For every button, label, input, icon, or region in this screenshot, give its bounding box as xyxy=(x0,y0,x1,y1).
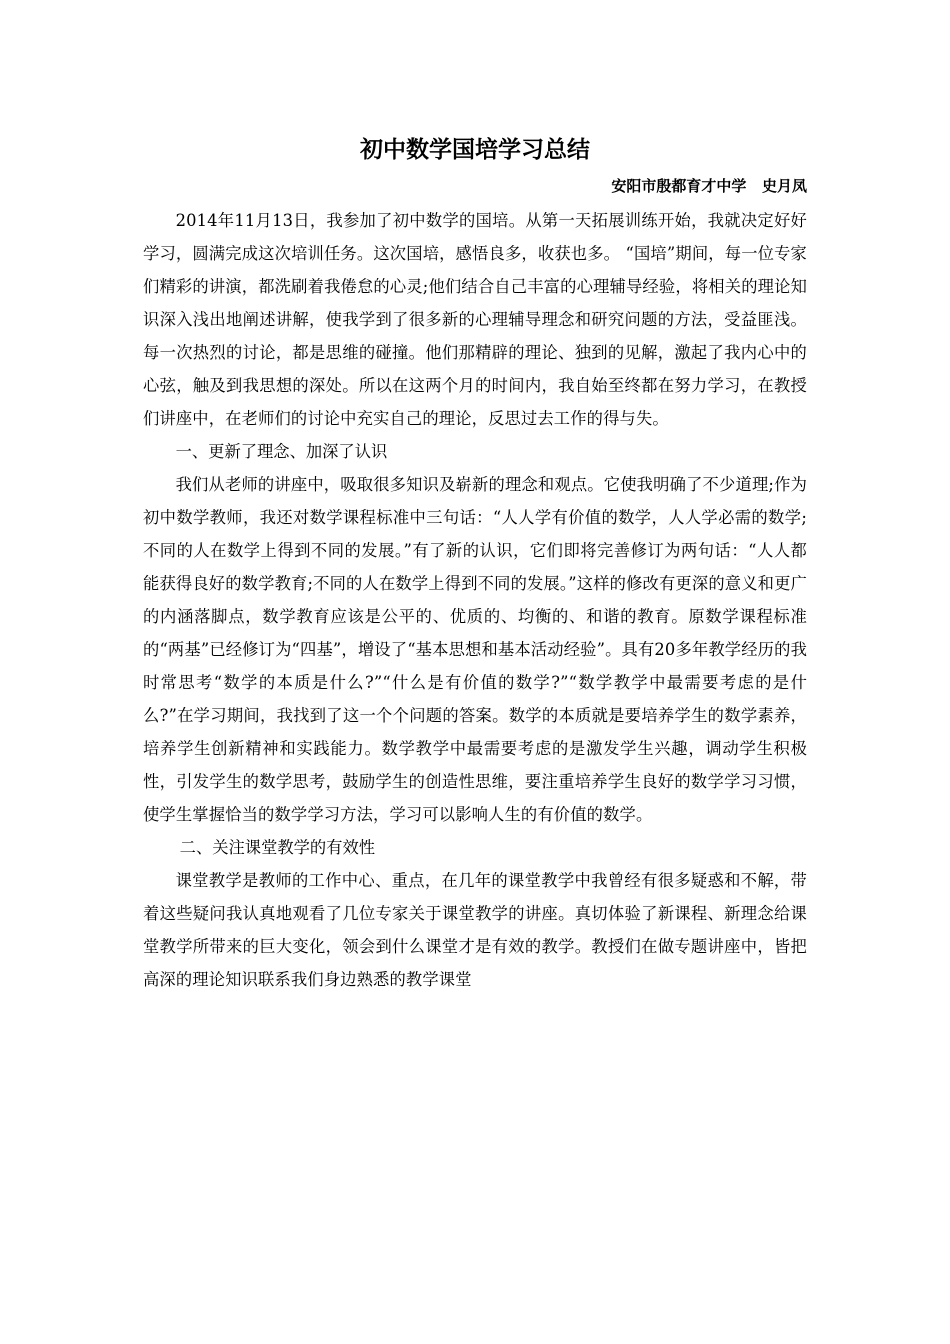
section-heading-1: 一、更新了理念、加深了认识 xyxy=(175,442,388,461)
author-line: 安阳市殷都育才中学 史月凤 xyxy=(611,177,807,195)
document-body xyxy=(143,204,807,996)
paragraph-intro: 2014年11月13日，我参加了初中数学的国培。从第一天拓展训练开始，我就决定好好学习，圆满完成这次培训任务。这次国培，感悟良多，收获也多。 “国培”期间，每一位专家们精彩的讲演，都洗刷着我倦怠的心灵;他们结合自己丰富的心理辅导经验，将相关的理论知识深入浅出地阐述讲解，使我学到了很多新的心理辅导理念和研究问题的方法，受益匪浅。每一次热烈的讨论，都是思维的碰撞。他们那精辟的理论、独到的见解，激起了我内心中的心弦，触及到我思想的深处。所以在这两个月的时间内，我自始至终都在努力学习，在教授们讲座中，在老师们的讨论中充实自己的理论，反思过去工作的得与失。 xyxy=(143,211,807,428)
section-heading-2: 二、关注课堂教学的有效性 xyxy=(179,838,376,857)
document-title: 初中数学国培学习总结 xyxy=(360,137,590,163)
paragraph-section-2: 课堂教学是教师的工作中心、重点，在几年的课堂教学中我曾经有很多疑惑和不解，带着这些疑问我认真地观看了几位专家关于课堂教学的讲座。真切体验了新课程、新理念给课堂教学所带来的巨大变化，领会到什么课堂才是有效的教学。教授们在做专题讲座中，皆把高深的理论知识联系我们身边熟悉的教学课堂 xyxy=(143,871,807,989)
paragraph-section-1: 我们从老师的讲座中，吸取很多知识及崭新的理念和观点。它使我明确了不少道理;作为初中数学教师，我还对数学课程标准中三句话：“人人学有价值的数学，人人学必需的数学;不同的人在数学上得到不同的发展。”有了新的认识，它们即将完善修订为两句话：“人人都能获得良好的数学教育;不同的人在数学上得到不同的发展。”这样的修改有更深的意义和更广的内涵落脚点，数学教育应该是公平的、优质的、均衡的、和谐的教育。原数学课程标准的“两基”已经修订为“四基”，增设了“基本思想和基本活动经验”。具有20多年教学经历的我时常思考“数学的本质是什么?”“什么是有价值的数学?”“数学教学中最需要考虑的是什么?”在学习期间，我找到了这一个个问题的答案。数学的本质就是要培养学生的数学素养，培养学生创新精神和实践能力。数学教学中最需要考虑的是激发学生兴趣，调动学生积极性，引发学生的数学思考，鼓励学生的创造性思维，要注重培养学生良好的数学学习习惯，使学生掌握恰当的数学学习方法，学习可以影响人生的有价值的数学。 xyxy=(143,475,807,824)
